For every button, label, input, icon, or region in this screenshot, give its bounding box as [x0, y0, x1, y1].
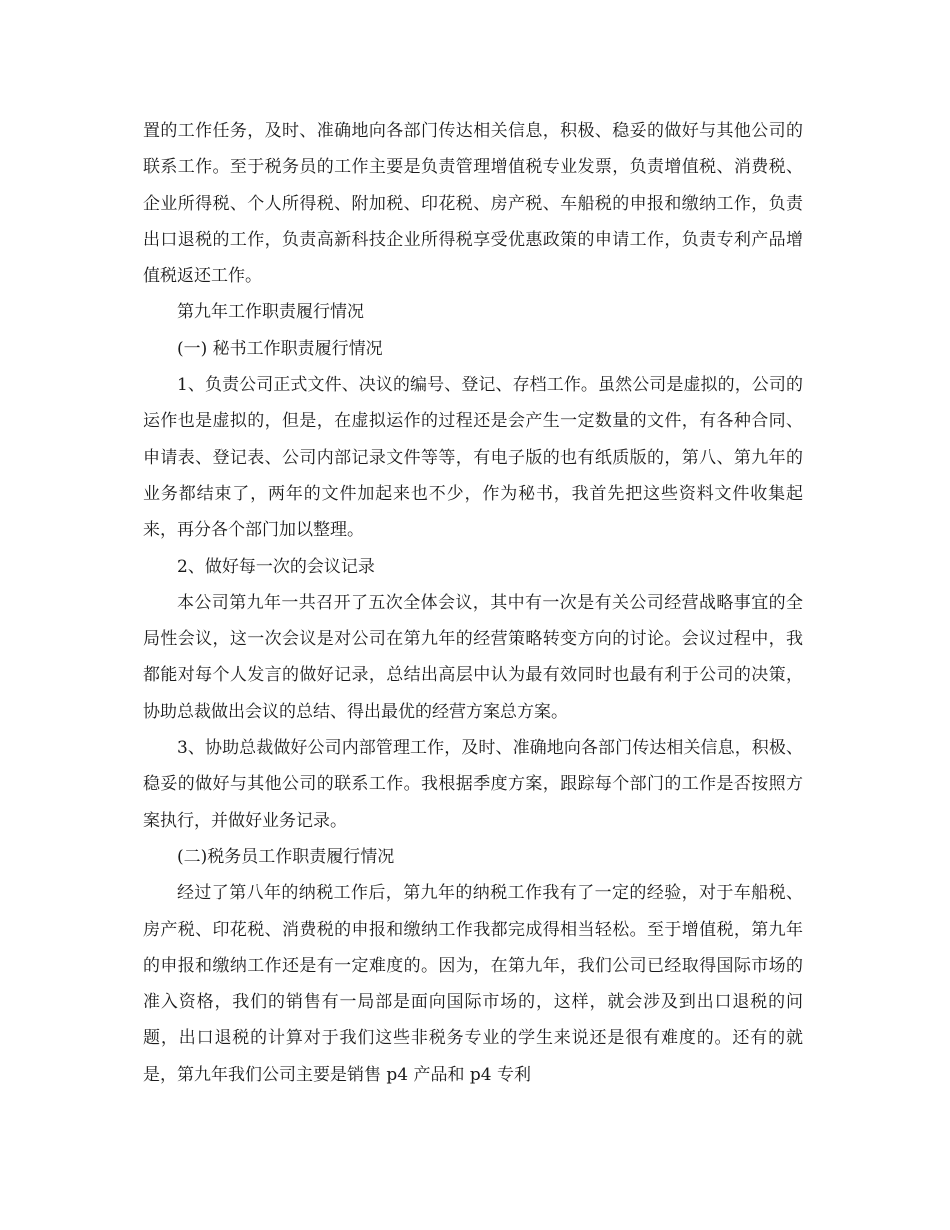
- paragraph-meetings: 本公司第九年一共召开了五次全体会议，其中有一次是有关公司经营战略事宜的全局性会议，这一次会议是对公司在第九年的经营策略转变方向的讨论。会议过程中，我都能对每个人发言的做好记录，总结出高层中认为最有效同时也最有利于公司的决策，协助总裁做出会议的总结、得出最优的经营方案总方案。: [143, 592, 803, 722]
- document-page: [143, 113, 803, 1093]
- paragraph-internal-management: 3、协助总裁做好公司内部管理工作，及时、准确地向各部门传达相关信息，积极、稳妥的做好与其他公司的联系工作。我根据季度方案，跟踪每个部门的工作是否按照方案执行，并做好业务记录。: [143, 738, 803, 831]
- paragraph-document-filing: 1、负责公司正式文件、决议的编号、登记、存档工作。虽然公司是虚拟的，公司的运作也是虚拟的，但是，在虚拟运作的过程还是会产生一定数量的文件，有各种合同、申请表、登记表、公司内部记录文件等等，有电子版的也有纸质版的，第八、第九年的业务都结束了，两年的文件加起来也不少，作为秘书，我首先把这些资料文件收集起来，再分各个部门加以整理。: [143, 375, 803, 541]
- paragraph-tax-work: 经过了第八年的纳税工作后，第九年的纳税工作我有了一定的经验，对于车船税、房产税、印花税、消费税的申报和缴纳工作我都完成得相当轻松。至于增值税，第九年的申报和缴纳工作还是有一定难度的。因为，在第九年，我们公司已经取得国际市场的准入资格，我们的销售有一局部是面向国际市场的，这样，就会涉及到出口退税的问题，出口退税的计算对于我们这些非税务专业的学生来说还是很有难度的。还有的就是，第九年我们公司主要是销售 p4 产品和 p4 专利: [143, 883, 803, 1085]
- paragraph-duties-continued: 置的工作任务，及时、准确地向各部门传达相关信息，积极、稳妥的做好与其他公司的联系工作。至于税务员的工作主要是负责管理增值税专业发票，负责增值税、消费税、企业所得税、个人所得税、附加税、印花税、房产税、车船税的申报和缴纳工作，负责出口退税的工作，负责高新科技企业所得税享受优惠政策的申请工作，负责专利产品增值税返还工作。: [143, 121, 803, 287]
- heading-tax-duties: (二)税务员工作职责履行情况: [177, 846, 395, 867]
- heading-meeting-records: 2、做好每一次的会议记录: [177, 556, 375, 577]
- heading-year-nine-duties: 第九年工作职责履行情况: [177, 302, 364, 323]
- heading-secretary-duties: (一) 秘书工作职责履行情况: [177, 338, 383, 359]
